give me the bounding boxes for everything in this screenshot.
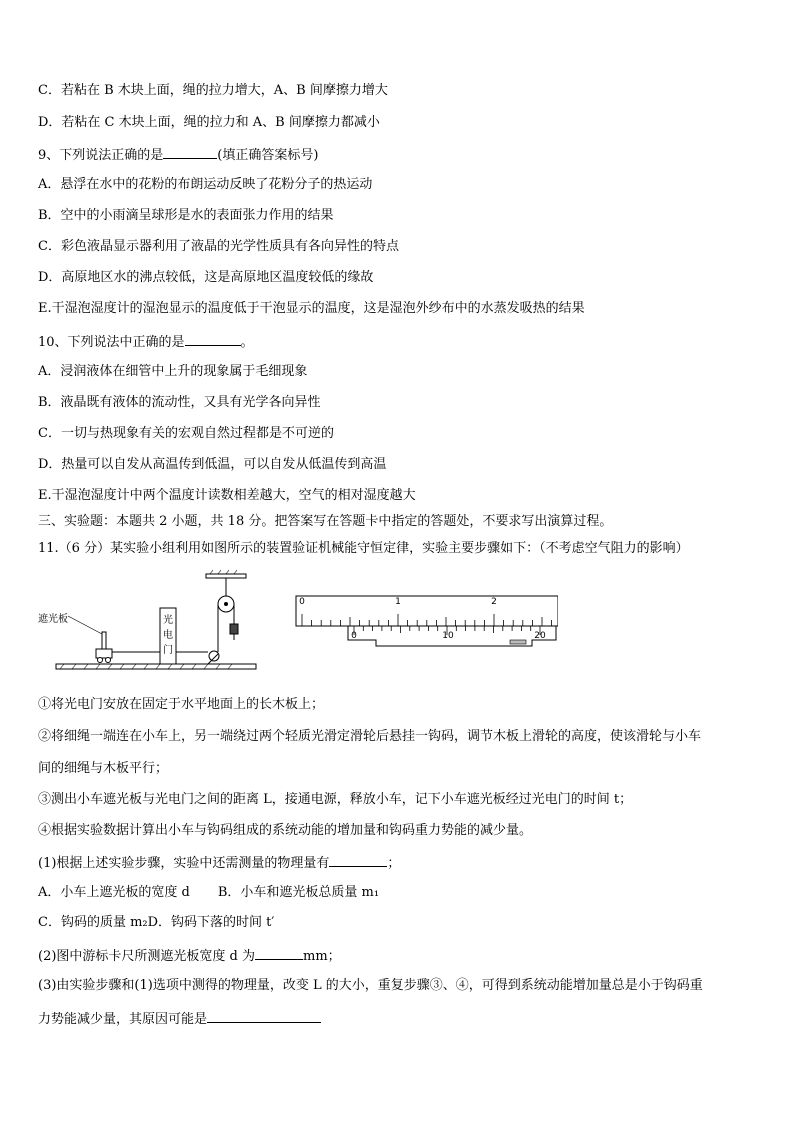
q9-option-e: E.干湿泡湿度计的湿泡显示的温度低于干泡显示的温度，这是湿泡外纱布中的水蒸发吸热的结果 — [38, 301, 585, 316]
vernier-caliper — [296, 596, 558, 646]
q11-step-4: ④根据实验数据计算出小车与钩码组成的系统动能的增加量和钩码重力势能的减少量。 — [38, 823, 533, 838]
q10-option-e: E.干湿泡湿度计中两个温度计读数相差越大，空气的相对湿度越大 — [38, 488, 416, 503]
vernier-label-0: 0 — [351, 631, 357, 641]
q11-sub-2-text: (2)图中游标卡尺所测遮光板宽度 d 为 — [38, 949, 256, 964]
q11-sub-3-line-1: (3)由实验步骤和(1)选项中测得的物理量，改变 L 的大小，重复步骤③、④，可得到系统动能增加量总是小于钩码重 — [38, 978, 703, 993]
q11-step-2-line-2: 间的细绳与木板平行； — [38, 761, 169, 776]
q10-stem-text: 10、下列说法中正确的是 — [38, 335, 185, 350]
gate-char-3: 门 — [163, 645, 173, 656]
q11-sub-1-text: (1)根据上述实验步骤，实验中还需测量的物理量有 — [38, 856, 330, 871]
q9-option-c: C．彩色液晶显示器利用了液晶的光学性质具有各向异性的特点 — [38, 239, 399, 254]
q9-answer-blank — [163, 145, 217, 159]
q10-option-b: B．液晶既有液体的流动性，又具有光学各向异性 — [38, 395, 321, 410]
gate-char-1: 光 — [163, 615, 173, 626]
q10-stem — [38, 332, 254, 352]
shade-plate-label: 遮光板 — [38, 614, 68, 625]
q9-stem — [38, 145, 318, 165]
gate-char-2: 电 — [163, 630, 173, 641]
q10-option-a: A．浸润液体在细管中上升的现象属于毛细现象 — [38, 364, 308, 379]
q9-stem-tail: (填正确答案标号) — [217, 148, 319, 163]
q11-step-2-line-1: ②将细绳一端连在小车上，另一端绕过两个轻质光滑定滑轮后悬挂一钩码，调节木板上滑轮的高度，使该滑轮与小车 — [38, 729, 702, 744]
q10-stem-tail: 。 — [240, 335, 254, 350]
q11-step-3: ③测出小车遮光板与光电门之间的距离 L，接通电源，释放小车，记下小车遮光板经过光电门的时间 t； — [38, 792, 633, 807]
q11-sub-2 — [38, 946, 341, 966]
vernier-label-10: 10 — [442, 631, 454, 641]
q11-sub-3-line-2 — [38, 1009, 321, 1029]
q11-option-b: B．小车和遮光板总质量 m₁ — [217, 885, 380, 900]
q11-figure — [38, 568, 558, 678]
main-scale-label-2: 2 — [491, 597, 497, 607]
q10-option-c: C．一切与热现象有关的宏观自然过程都是不可逆的 — [38, 426, 334, 441]
q11-sub-1 — [38, 853, 400, 873]
q11-sub-2-tail: mm； — [303, 949, 341, 964]
apparatus-figure — [38, 568, 558, 678]
q9-option-a: A．悬浮在水中的花粉的布朗运动反映了花粉分子的热运动 — [38, 177, 373, 192]
q8-option-d: D．若粘在 C 木块上面，绳的拉力和 A、B 间摩擦力都减小 — [38, 115, 380, 130]
apparatus-diagram — [38, 570, 256, 669]
q9-option-d: D．高原地区水的沸点较低，这是高原地区温度较低的缘故 — [38, 270, 374, 285]
q11-options-ab — [38, 884, 379, 902]
q11-option-a: A．小车上遮光板的宽度 d — [38, 885, 190, 900]
q11-sub-1-blank — [329, 853, 387, 867]
q11-stem: 11.（6 分）某实验小组利用如图所示的装置验证机械能守恒定律，实验主要步骤如下：（不考虑空气阻力的影响） — [38, 541, 689, 556]
main-scale-label-0: 0 — [299, 597, 305, 607]
q11-sub-2-blank — [255, 946, 303, 960]
q11-options-cd: C．钩码的质量 m₂D．钩码下落的时间 t′ — [38, 915, 275, 930]
q10-answer-blank — [185, 332, 241, 346]
q9-option-b: B．空中的小雨滴呈球形是水的表面张力作用的结果 — [38, 208, 334, 223]
q9-stem-text: 9、下列说法正确的是 — [38, 148, 164, 163]
q11-sub-1-tail: ； — [387, 856, 401, 871]
section-3-heading: 三、实验题：本题共 2 小题，共 18 分。把答案写在答题卡中指定的答题处，不要求写出演算过程。 — [38, 514, 613, 529]
q11-step-1: ①将光电门安放在固定于水平地面上的长木板上； — [38, 697, 325, 712]
q11-sub-3-text: 力势能减少量，其原因可能是 — [38, 1012, 208, 1027]
q11-sub-3-blank — [207, 1009, 321, 1023]
vernier-label-20: 20 — [534, 631, 546, 641]
main-scale-label-1: 1 — [395, 597, 401, 607]
q10-option-d: D．热量可以自发从高温传到低温，可以自发从低温传到高温 — [38, 457, 387, 472]
q8-option-c: C．若粘在 B 木块上面，绳的拉力增大，A、B 间摩擦力增大 — [38, 83, 388, 98]
